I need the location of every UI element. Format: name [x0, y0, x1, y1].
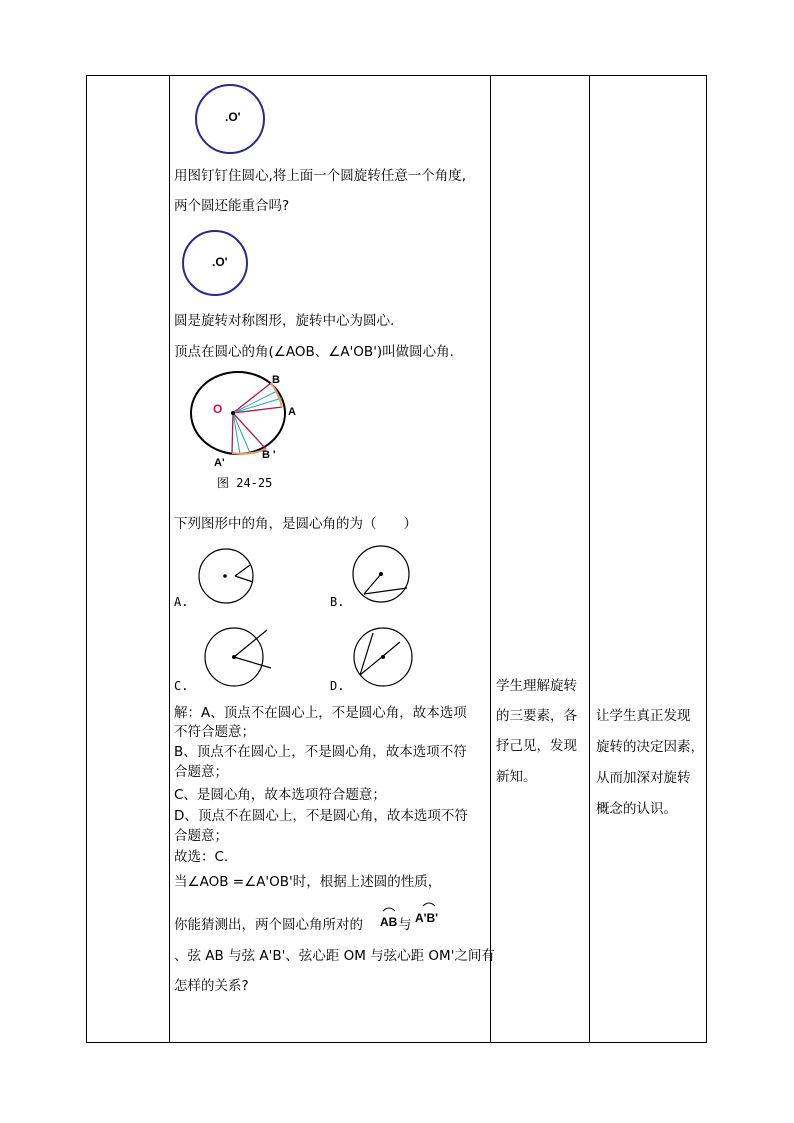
- solution-line-6: D、顶点不在圆心上，不是圆心角，故本选项不符: [174, 808, 468, 824]
- figure-caption: 图 24-25: [217, 476, 273, 490]
- label-A-prime: A': [214, 457, 225, 469]
- label-A: A: [288, 406, 296, 418]
- option-b-figure: [352, 546, 412, 604]
- arc-ab-text: AB: [380, 915, 398, 929]
- option-d-figure: [353, 628, 415, 688]
- label-B: B: [272, 374, 280, 386]
- circle-figure-2: [182, 230, 252, 300]
- solution-line-5: C、是圆心角，故本选项符合题意；: [174, 787, 386, 803]
- solution-line-3: B、顶点不在圆心上，不是圆心角，故本选项不符: [174, 744, 467, 760]
- col3-line-3: 抒己见，发现: [496, 738, 577, 754]
- column-divider-1: [169, 76, 170, 1042]
- solution-line-2: 不符合题意；: [174, 724, 255, 740]
- label-B-prime: B ': [262, 449, 276, 461]
- option-d-label: D.: [330, 679, 345, 693]
- question-line-1: 用图钉钉住圆心,将上面一个圆旋转任意一个角度,: [174, 168, 467, 184]
- solution-line-4: 合题意；: [174, 764, 228, 780]
- followup-yu: 与: [398, 917, 412, 933]
- followup-line-4: 怎样的关系?: [174, 978, 249, 994]
- option-a-label: A.: [174, 595, 189, 609]
- followup-line-3: 、弦 AB 与弦 A'B'、弦心距 OM 与弦心距 OM'之间有: [174, 948, 495, 964]
- col4-line-3: 从而加深对旋转: [596, 770, 691, 786]
- arc-a-prime-b-prime-text: A'B': [415, 911, 439, 925]
- circle-center-label: .O': [212, 255, 228, 269]
- col4-line-4: 概念的认识。: [596, 801, 677, 817]
- column-divider-2: [490, 76, 491, 1042]
- statement-central-angle: 顶点在圆心的角(∠AOB、∠A'OB')叫做圆心角.: [174, 344, 454, 360]
- circle-figure-1: [195, 84, 267, 156]
- col3-line-2: 的三要素，各: [496, 708, 577, 724]
- statement-rotation-symmetry: 圆是旋转对称图形，旋转中心为圆心.: [174, 313, 395, 329]
- solution-line-8: 故选：C.: [174, 849, 229, 865]
- solution-line-1: 解：A、顶点不在圆心上，不是圆心角，故本选项: [174, 705, 467, 721]
- label-O: O: [213, 402, 223, 416]
- col4-line-2: 旋转的决定因素，: [596, 739, 704, 755]
- option-c-figure: [205, 627, 280, 689]
- followup-line-1: 当∠AOB =∠A'OB'时，根据上述圆的性质，: [174, 874, 442, 890]
- question-line-2: 两个圆还能重合吗?: [174, 198, 290, 214]
- multiple-choice-question: 下列图形中的角，是圆心角的为（ ）: [174, 516, 417, 532]
- option-a-figure: [198, 550, 258, 605]
- central-angle-diagram: [190, 370, 310, 470]
- followup-line-2: 你能猜测出，两个圆心角所对的: [174, 917, 363, 933]
- solution-line-7: 合题意；: [174, 828, 228, 844]
- col3-line-4: 新知。: [496, 769, 537, 785]
- option-c-label: C.: [174, 679, 189, 693]
- option-b-label: B.: [330, 595, 345, 609]
- circle-center-label: .O': [225, 110, 241, 124]
- column-divider-3: [589, 76, 590, 1042]
- col3-line-1: 学生理解旋转: [496, 678, 577, 694]
- arc-a-prime-b-prime-symbol: [412, 901, 446, 927]
- col4-line-1: 让学生真正发现: [596, 708, 691, 724]
